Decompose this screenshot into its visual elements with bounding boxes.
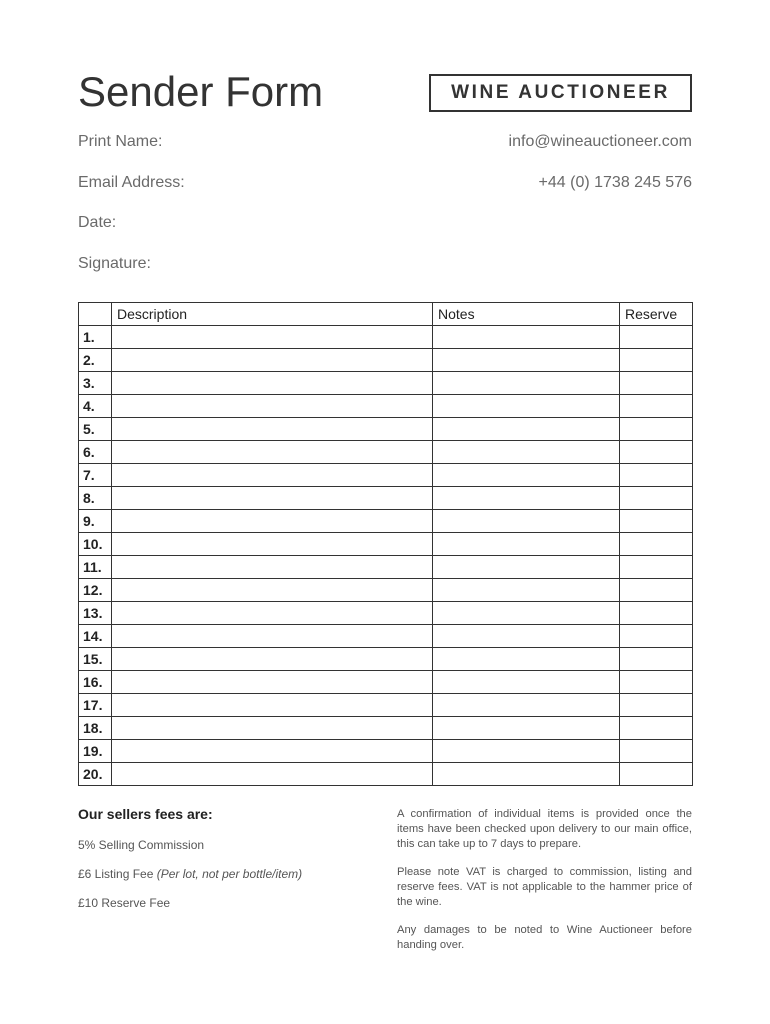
- vat-note: Please note VAT is charged to commission, listing and reserve fees. VAT is not applicable to the hammer price of the wine.: [397, 866, 692, 908]
- reserve-cell[interactable]: [620, 487, 693, 510]
- reserve-cell[interactable]: [620, 441, 693, 464]
- description-cell[interactable]: [112, 556, 433, 579]
- notes-cell[interactable]: [433, 349, 620, 372]
- items-table-body: [79, 326, 693, 786]
- header-notes: Notes: [433, 303, 620, 326]
- table-row: [79, 395, 693, 418]
- notes-cell[interactable]: [433, 487, 620, 510]
- notes-cell[interactable]: [433, 694, 620, 717]
- damages-note: Any damages to be noted to Wine Auctioneer before handing over.: [397, 924, 692, 951]
- row-number: 4.: [79, 395, 112, 418]
- row-number: 15.: [79, 648, 112, 671]
- notes-cell[interactable]: [433, 395, 620, 418]
- reserve-cell[interactable]: [620, 740, 693, 763]
- description-cell[interactable]: [112, 487, 433, 510]
- reserve-cell[interactable]: [620, 349, 693, 372]
- table-row: [79, 625, 693, 648]
- description-cell[interactable]: [112, 418, 433, 441]
- description-cell[interactable]: [112, 464, 433, 487]
- table-row: [79, 510, 693, 533]
- description-cell[interactable]: [112, 694, 433, 717]
- table-row: [79, 602, 693, 625]
- row-number: 6.: [79, 441, 112, 464]
- listing-fee-note: (Per lot, not per bottle/item): [156, 867, 303, 881]
- row-number: 10.: [79, 533, 112, 556]
- notes-cell[interactable]: [433, 441, 620, 464]
- notes-cell[interactable]: [433, 625, 620, 648]
- email-address-label: Email Address:: [78, 174, 185, 191]
- page-title: Sender Form: [78, 68, 324, 115]
- table-row: [79, 556, 693, 579]
- row-number: 8.: [79, 487, 112, 510]
- selling-commission-fee: 5% Selling Commission: [78, 838, 205, 852]
- reserve-cell[interactable]: [620, 556, 693, 579]
- description-cell[interactable]: [112, 533, 433, 556]
- row-number: 1.: [79, 326, 112, 349]
- description-cell[interactable]: [112, 441, 433, 464]
- description-cell[interactable]: [112, 648, 433, 671]
- reserve-cell[interactable]: [620, 326, 693, 349]
- contact-email: info@wineauctioneer.com: [508, 133, 692, 150]
- description-cell[interactable]: [112, 349, 433, 372]
- row-number: 5.: [79, 418, 112, 441]
- notes-cell[interactable]: [433, 579, 620, 602]
- description-cell[interactable]: [112, 395, 433, 418]
- table-row: [79, 717, 693, 740]
- header-number: [79, 303, 112, 326]
- reserve-cell[interactable]: [620, 510, 693, 533]
- reserve-cell[interactable]: [620, 602, 693, 625]
- notes-cell[interactable]: [433, 372, 620, 395]
- signature-label: Signature:: [78, 255, 151, 272]
- table-row: [79, 648, 693, 671]
- reserve-cell[interactable]: [620, 648, 693, 671]
- notes-cell[interactable]: [433, 533, 620, 556]
- notes-cell[interactable]: [433, 556, 620, 579]
- notes-cell[interactable]: [433, 326, 620, 349]
- table-row: [79, 418, 693, 441]
- description-cell[interactable]: [112, 740, 433, 763]
- table-row: [79, 533, 693, 556]
- notes-cell[interactable]: [433, 418, 620, 441]
- row-number: 7.: [79, 464, 112, 487]
- listing-fee: [78, 867, 302, 881]
- reserve-cell[interactable]: [620, 717, 693, 740]
- table-row: [79, 763, 693, 786]
- description-cell[interactable]: [112, 671, 433, 694]
- table-row: [79, 441, 693, 464]
- table-row: [79, 671, 693, 694]
- items-table: [78, 302, 693, 786]
- table-row: [79, 372, 693, 395]
- notes-cell[interactable]: [433, 648, 620, 671]
- table-row: [79, 740, 693, 763]
- reserve-cell[interactable]: [620, 395, 693, 418]
- fees-title: Our sellers fees are:: [78, 806, 213, 822]
- reserve-fee: £10 Reserve Fee: [78, 896, 171, 910]
- reserve-cell[interactable]: [620, 671, 693, 694]
- wine-auctioneer-logo: WINE AUCTIONEER: [429, 74, 692, 112]
- row-number: 2.: [79, 349, 112, 372]
- description-cell[interactable]: [112, 717, 433, 740]
- reserve-cell[interactable]: [620, 418, 693, 441]
- reserve-cell[interactable]: [620, 464, 693, 487]
- description-cell[interactable]: [112, 763, 433, 786]
- table-row: [79, 579, 693, 602]
- print-name-label: Print Name:: [78, 133, 163, 150]
- table-row: [79, 349, 693, 372]
- description-cell[interactable]: [112, 625, 433, 648]
- notes-cell[interactable]: [433, 602, 620, 625]
- notes-cell[interactable]: [433, 671, 620, 694]
- confirmation-note: A confirmation of individual items is provided once the items have been checked upon delivery to our main office, this can take up to 7 days to prepare.: [397, 808, 692, 850]
- header-description: Description: [112, 303, 433, 326]
- row-number: 16.: [79, 671, 112, 694]
- notes-cell[interactable]: [433, 763, 620, 786]
- row-number: 12.: [79, 579, 112, 602]
- reserve-cell[interactable]: [620, 372, 693, 395]
- description-cell[interactable]: [112, 326, 433, 349]
- table-header-row: [79, 303, 693, 326]
- contact-phone: +44 (0) 1738 245 576: [538, 174, 692, 191]
- table-row: [79, 694, 693, 717]
- row-number: 13.: [79, 602, 112, 625]
- row-number: 9.: [79, 510, 112, 533]
- reserve-cell[interactable]: [620, 625, 693, 648]
- description-cell[interactable]: [112, 510, 433, 533]
- notes-cell[interactable]: [433, 717, 620, 740]
- reserve-cell[interactable]: [620, 579, 693, 602]
- notes-cell[interactable]: [433, 510, 620, 533]
- row-number: 20.: [79, 763, 112, 786]
- date-label: Date:: [78, 214, 117, 231]
- row-number: 18.: [79, 717, 112, 740]
- row-number: 17.: [79, 694, 112, 717]
- description-cell[interactable]: [112, 602, 433, 625]
- row-number: 11.: [79, 556, 112, 579]
- row-number: 19.: [79, 740, 112, 763]
- row-number: 14.: [79, 625, 112, 648]
- table-row: [79, 326, 693, 349]
- row-number: 3.: [79, 372, 112, 395]
- notes-cell[interactable]: [433, 740, 620, 763]
- table-row: [79, 464, 693, 487]
- description-cell[interactable]: [112, 579, 433, 602]
- reserve-cell[interactable]: [620, 533, 693, 556]
- reserve-cell[interactable]: [620, 763, 693, 786]
- header-reserve: Reserve: [620, 303, 693, 326]
- description-cell[interactable]: [112, 372, 433, 395]
- reserve-cell[interactable]: [620, 694, 693, 717]
- notes-cell[interactable]: [433, 464, 620, 487]
- table-row: [79, 487, 693, 510]
- listing-fee-text: £6 Listing Fee: [78, 867, 154, 881]
